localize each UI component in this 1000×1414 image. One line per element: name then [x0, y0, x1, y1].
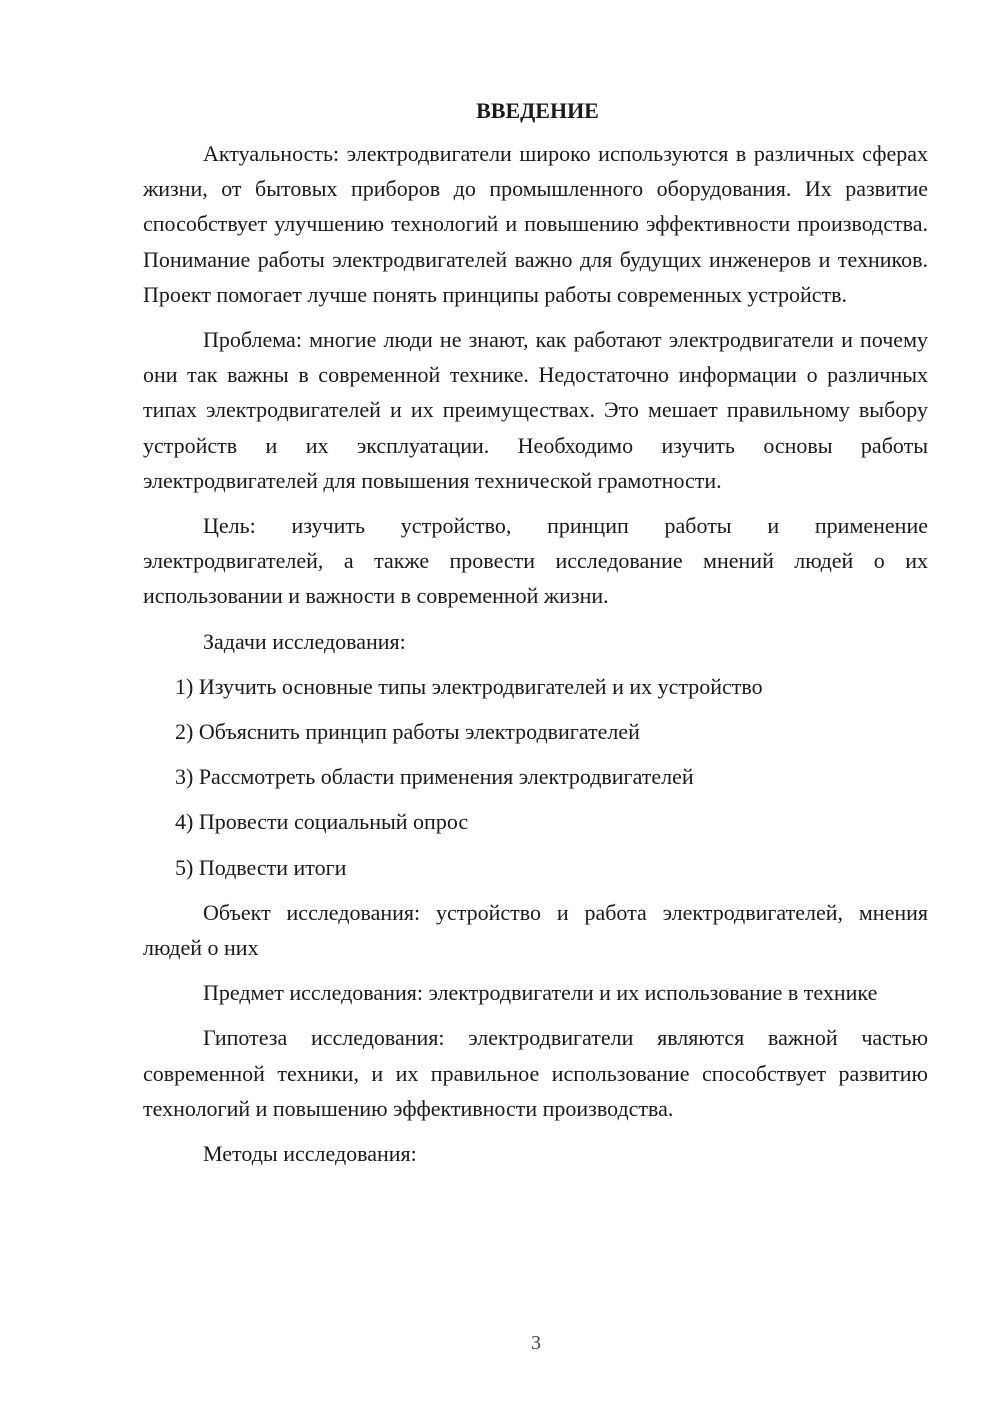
tasks-list — [143, 669, 928, 885]
list-item: 1) Изучить основные типы электродвигателей и их устройство — [175, 673, 763, 699]
list-item: 4) Провести социальный опрос — [175, 809, 469, 835]
document-page — [143, 96, 928, 1181]
page-number: 3 — [531, 1332, 541, 1354]
list-item: 3) Рассмотреть области применения электродвигателей — [175, 764, 694, 790]
subject-paragraph: Предмет исследования: электродвигатели и их использование в технике — [203, 980, 878, 1006]
section-title: ВВЕДЕНИЕ — [476, 98, 599, 123]
object-paragraph: Объект исследования: устройство и работа электродвигателей, мнения людей о них — [143, 899, 928, 961]
hypothesis-paragraph: Гипотеза исследования: электродвигатели являются важной частью современной техники, и их правильное использование способствует развитию технологий и повышению эффективности производства. — [143, 1025, 928, 1121]
tasks-heading: Задачи исследования: — [203, 628, 406, 654]
problem-paragraph: Проблема: многие люди не знают, как работают электродвигатели и почему они так важны в современной технике. Недостаточно информации о различных типах электродвигателей и их преимуществах. Это мешает правильному выбору устройств и их эксплуатации. Необходимо изучить основы работы электродвигателей для повышения технической грамотности. — [143, 327, 928, 493]
relevance-paragraph: Актуальность: электродвигатели широко используются в различных сферах жизни, от бытовых приборов до промышленного оборудования. Их развитие способствует улучшению технологий и повышению эффективности производства. Понимание работы электродвигателей важно для будущих инженеров и техников. Проект помогает лучше понять принципы работы современных устройств. — [143, 141, 928, 307]
list-item: 2) Объяснить принцип работы электродвигателей — [175, 719, 640, 745]
goal-paragraph: Цель: изучить устройство, принцип работы и применение электродвигателей, а также провести исследование мнений людей о их использовании и важности в современной жизни. — [143, 513, 928, 609]
methods-heading: Методы исследования: — [203, 1141, 417, 1167]
list-item: 5) Подвести итоги — [175, 854, 347, 880]
